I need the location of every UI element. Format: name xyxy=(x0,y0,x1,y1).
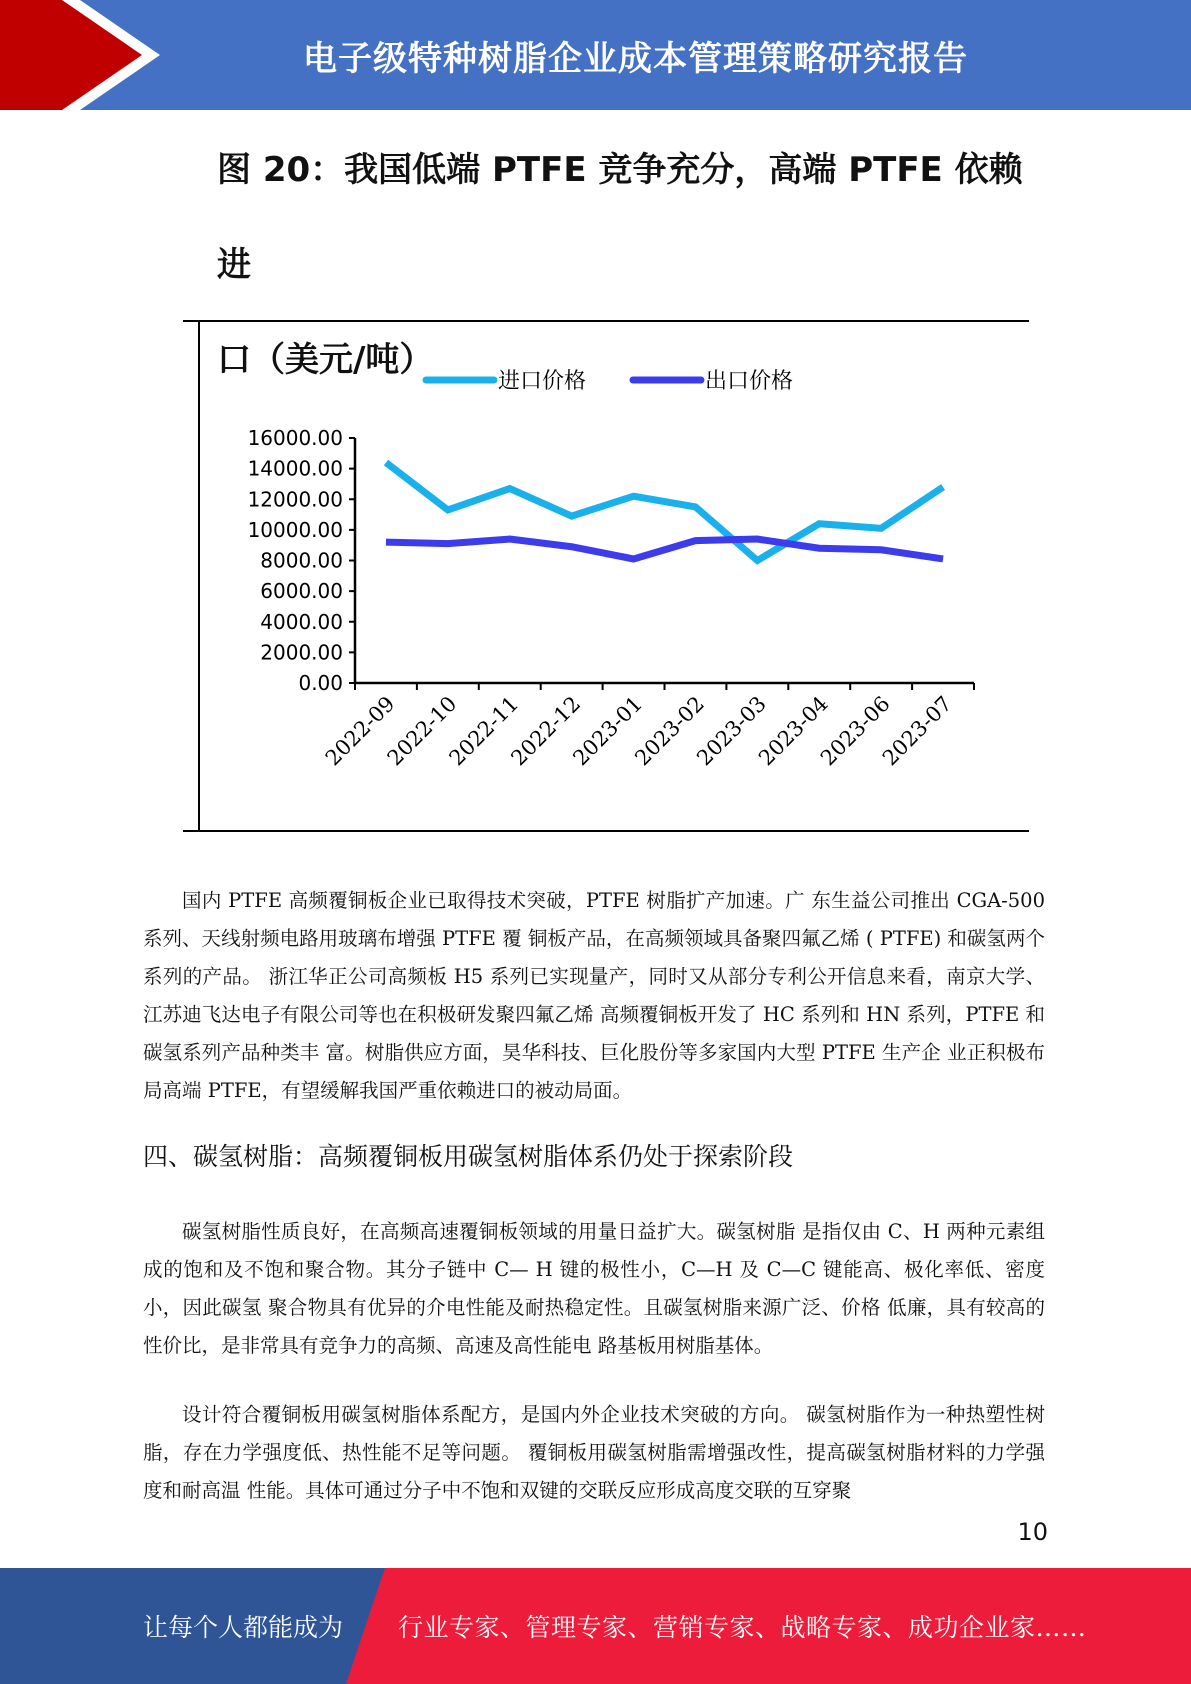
x-tick-label: 2023-06 xyxy=(816,691,895,771)
x-tick-label: 2023-03 xyxy=(692,691,771,771)
section-heading: 四、碳氢树脂：高频覆铜板用碳氢树脂体系仍处于探索阶段 xyxy=(143,1142,794,1171)
x-tick-label: 2023-01 xyxy=(568,691,648,771)
report-title: 电子级特种树脂企业成本管理策略研究报告 xyxy=(303,38,968,79)
x-tick-label: 2022-11 xyxy=(444,691,524,771)
x-tick-label: 2022-10 xyxy=(382,691,462,771)
x-tick-label: 2022-12 xyxy=(506,691,586,771)
page-number: 10 xyxy=(1017,1518,1048,1546)
x-tick-label: 2023-07 xyxy=(877,691,957,771)
figure-title-line-2: 口（美元/吨） xyxy=(217,340,434,380)
y-tick-label: 2000.00 xyxy=(260,640,343,665)
y-tick-label: 8000.00 xyxy=(260,548,343,573)
paragraph-text: 设计符合覆铜板用碳氢树脂体系配方，是国内外企业技术突破的方向。 碳氢树脂作为一种热塑性树脂，存在力学强度低、热性能不足等问题。 覆铜板用碳氢树脂需增强改性，提高碳氢树脂材料的力学强度和耐高温 性能。具体可通过分子中不饱和双键的交联反应形成高度交联的互穿聚 xyxy=(143,1403,1045,1502)
footer-slogan-left: 让每个人都能成为 xyxy=(143,1613,344,1642)
y-tick-label: 0.00 xyxy=(298,671,343,695)
chart-canvas xyxy=(183,320,1029,832)
paragraph-text: 国内 PTFE 高频覆铜板企业已取得技术突破，PTFE 树脂扩产加速。广 东生益公司推出 CGA-500 系列、天线射频电路用玻璃布增强 PTFE 覆 铜板产品，在高频领域具备聚四氟乙烯 ( PTFE) 和碳氢两个系列的产品。 浙江华正公司高频板 H5 系列已实现量产，同时又从部分专利公开信息来看，南京大学、江苏迪飞达电子有限公司等也在积极研发聚四氟乙烯 高频覆铜板开发了 HC 系列和 HN 系列，PTFE 和碳氢系列产品种类丰 富。树脂供应方面，昊华科技、巨化股份等多家国内大型 PTFE 生产企 业正积极布局高端 PTFE，有望缓解我国严重依赖进口的被动局面。 xyxy=(143,889,1045,1102)
paragraph-text: 碳氢树脂性质良好，在高频高速覆铜板领域的用量日益扩大。碳氢树脂 是指仅由 C、H 两种元素组成的饱和及不饱和聚合物。其分子链中 C— H 键的极性小，C—H 及 C—C 键能高、极化率低、密度小，因此碳氢 聚合物具有优异的介电性能及耐热稳定性。且碳氢树脂来源广泛、价格 低廉，具有较高的性价比，是非常具有竞争力的高频、高速及高性能电 路基板用树脂基体。 xyxy=(143,1220,1045,1357)
page-header xyxy=(0,0,1191,110)
y-tick-label: 10000.00 xyxy=(247,517,343,542)
legend-label-1: 进口价格 xyxy=(498,369,587,394)
paragraph-ptfe xyxy=(143,882,1045,1110)
line-chart xyxy=(183,320,1029,832)
y-tick-label: 14000.00 xyxy=(247,456,343,481)
legend-label-2: 出口价格 xyxy=(705,369,794,394)
paragraph-hydrocarbon-properties xyxy=(143,1213,1045,1365)
series-line-2 xyxy=(386,539,943,559)
page-footer xyxy=(0,1568,1191,1684)
y-tick-label: 12000.00 xyxy=(247,487,343,512)
x-tick-label: 2023-04 xyxy=(754,691,833,771)
x-tick-label: 2022-09 xyxy=(320,691,400,771)
y-tick-label: 4000.00 xyxy=(260,609,343,634)
figure-title-line-1: 图 20：我国低端 PTFE 竞争充分，高端 PTFE 依赖进 xyxy=(217,150,1023,285)
x-tick-label: 2023-02 xyxy=(630,691,709,771)
paragraph-hydrocarbon-formulation xyxy=(143,1396,1045,1510)
y-tick-label: 16000.00 xyxy=(247,426,343,450)
y-tick-label: 6000.00 xyxy=(260,579,343,604)
footer-slogan-right: 行业专家、管理专家、营销专家、战略专家、成功企业家…… xyxy=(398,1613,1087,1642)
